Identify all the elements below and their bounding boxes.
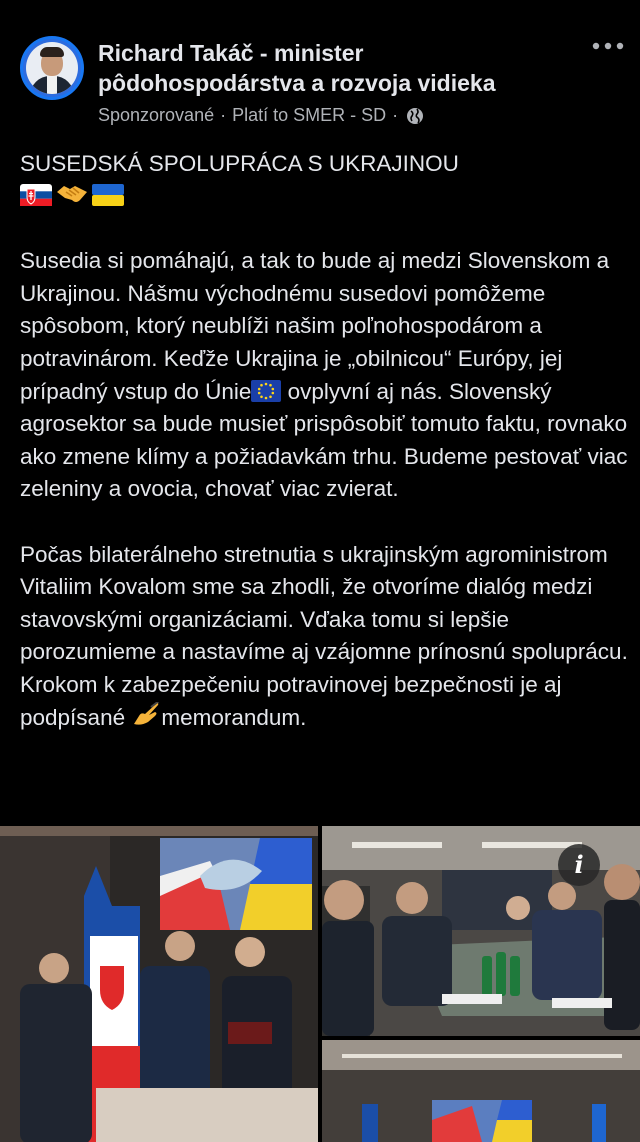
eu-flag-icon <box>251 379 281 404</box>
sponsored-label[interactable]: Sponzorované <box>98 105 215 125</box>
paid-by-label[interactable]: Platí to SMER - SD <box>232 105 387 125</box>
slovakia-flag-icon <box>20 180 52 213</box>
photo-signing-ceremony[interactable] <box>0 826 318 1142</box>
post-body <box>20 148 630 734</box>
writing-hand-icon <box>131 705 161 730</box>
heading-emojis <box>20 181 630 213</box>
photo-grid <box>0 826 640 1142</box>
photo-conference-hall[interactable] <box>322 1040 640 1142</box>
page-name[interactable]: Richard Takáč - minister pôdohospodárstva a rozvoja vidieka <box>98 40 496 96</box>
post-header <box>0 0 640 140</box>
ad-info-button[interactable]: i <box>558 844 600 886</box>
globe-icon[interactable] <box>406 107 424 125</box>
avatar-photo <box>26 42 78 94</box>
post-paragraph-1: Susedia si pomáhajú, a tak to bude aj medzi Slovenskom a Ukrajinou. Nášmu východnému susedovi pomôžeme spôsobom, ktorý neublíži našim poľnohospodárom a potravinárom. Keďže Ukrajina je „obilnicou“ Európy, jej prípadný vstup do Únie ovplyvní aj nás. Slovenský agrosektor sa bude musieť prispôsobiť tomuto faktu, rovnako ako zmene klímy a požiadavkám trhu. Budeme pestovať viac zeleniny a ovocia, chovať viac zvierat. <box>20 248 628 502</box>
post-paragraph-2: Počas bilaterálneho stretnutia s ukrajinským agroministrom Vitaliim Kovalom sme sa zhodli, že otvoríme dialóg medzi stavovskými organizáciami. Vďaka tomu si lepšie porozumieme a nastavíme aj vzájomne prínosnú spoluprácu. Krokom k zabezpečeniu potravinovej bezpečnosti je aj podpísané memorandum. <box>20 541 628 730</box>
ukraine-flag-icon <box>92 180 124 213</box>
post-heading: SUSEDSKÁ SPOLUPRÁCA S UKRAJINOU <box>20 151 459 176</box>
more-horizontal-icon[interactable] <box>590 34 626 58</box>
meta-separator: · <box>220 105 227 125</box>
page-avatar[interactable] <box>20 36 84 100</box>
meta-separator: · <box>392 105 399 125</box>
post-meta <box>98 105 424 126</box>
handshake-icon <box>56 180 88 213</box>
